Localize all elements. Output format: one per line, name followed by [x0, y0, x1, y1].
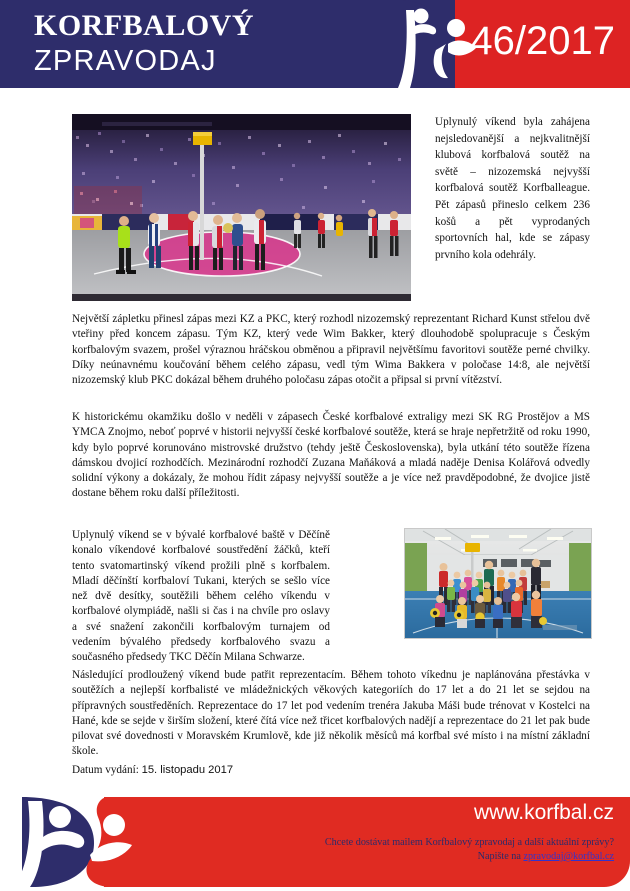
paragraph-4: Uplynulý víkend se v bývalé korfbalové baště v Děčíně konalo víkendové korfbalové soustředění žáčků, kteří tento svatomartinský víkend prožili plně s korfbalem. Mladí děčínští korfbaloví Tukani, kterých se sešlo více než dvě desítky, soutěžili během celého víkendu v korfbalové olympiádě, našli si čas i na chvíle pro oslavy a své snažení zakončili korfbalovým turnajem od vedením bývalého předsedy korfbalového svazu a současného předsedy TKC Děčín Milana Schwarze.: [72, 529, 330, 664]
paragraph-2: Největší zápletku přinesl zápas mezi KZ a PKC, který rozhodl nizozemský reprezentant Richard Kunst střelou dvě vteřiny před koncem zápasu. Tým KZ, který vede Wim Bakker, který dlouhodobě spolupracuje s Českým korfbalovým svazem, prošel výraznou hráčskou obměnou a připravil největšímu favoritovi soutěže perné chvilky. Díky neúnavnému koučování během celého zápasu, vedl tým Wima Bakkera v poločase 14:8, ale největší nizozemský klub PKC dokázal během druhého poločasu zápas otočit a připsal si první vítězství.: [72, 313, 590, 387]
paragraph-4-column: [72, 528, 330, 666]
paragraph-5-block: [72, 668, 590, 760]
paragraph-3-block: [72, 410, 590, 502]
footer-website-url[interactable]: www.korfbal.cz: [473, 801, 614, 824]
lead-paragraph-column: [435, 114, 590, 263]
hero-photo: [72, 114, 411, 301]
korfball-logo-footer-icon: [8, 795, 158, 889]
footer-contact-line2: [214, 850, 614, 864]
footer-email-link[interactable]: zpravodaj@korfbal.cz: [523, 851, 614, 862]
footer-contact-prefix: Napište na: [477, 851, 524, 862]
paragraph-5-text: Následující prodloužený víkend bude patřit reprezentacím. Během tohoto víkednu je naplánována přestávka v soutěžích a nejlepší korfbalisté ve mládežnických věkových kategoriích do 17 let a do 21 let se sejdou na přípravných soustředěních. Reprezentace do 17 let pod vedením trenéra Jakuba Máši bude trénovat v Kostelci na Hané, kde se sejde v širším složení, které čítá více než třicet korfbalových nadějí a reprezentace do 21 let pak bude pilovat své dovednosti v Moravském Krumlově, kde již několik měsíců má korfbal své místo i na místní základní škole.: [72, 669, 590, 758]
group-photo: [404, 528, 592, 639]
footer-band: [0, 795, 630, 891]
masthead-title-line2: ZPRAVODAJ: [34, 45, 217, 77]
date-value: 15. listopadu 2017: [141, 764, 234, 776]
issue-number: 46/2017: [470, 19, 615, 63]
masthead-title-line1: KORFBALOVÝ: [34, 9, 255, 42]
lead-paragraph: Uplynulý víkend byla zahájena nejsledovanější a nejkvalitnější klubová korfbalová soutěž na světě – nizozemská nejvyšší korfbalová soutěž Korfballeague. Pět zápasů přineslo celkem 236 košů a pět vyprodaných sportovních hal, kde se zápasy prvního kola odehrály.: [435, 116, 590, 261]
footer-contact-question: Chcete dostávat mailem Korfbalový zpravodaj a další aktuální zprávy?: [324, 837, 614, 848]
article-content: [0, 88, 630, 788]
paragraph-5: [72, 668, 590, 760]
masthead-title: [34, 9, 374, 79]
footer-contact: [214, 836, 614, 864]
date-label: Datum vydání:: [72, 764, 139, 776]
publication-date: [72, 764, 233, 776]
masthead-header: [0, 0, 630, 88]
decin-block: [72, 528, 590, 664]
paragraph-3: K historickému okamžiku došlo v neděli v zápasech České korfbalové extraligy mezi SK RG Prostějov a MS YMCA Znojmo, neboť poprvé v historii nejvyšší české korfbalové soutěže, která se hraje nepřetržitě od roku 1990, kdy bylo poprvé korunováno mistrovské družstvo (tehdy ještě Československa), byla utkání této soutěže řízena dámskou dvojicí rozhodčích. Mezinárodní rozhodčí Zuzana Maňáková a mladá naděje Denisa Kolářová odvedly solidní výkony a dokázaly, že mohou řídit zápasy nejvyšší soutěže a je více než pravděpodobné, že dvojice jistě dostane během roku další příležitosti.: [72, 411, 590, 500]
paragraph-2-block: [72, 312, 590, 388]
lead-block: [72, 114, 590, 306]
